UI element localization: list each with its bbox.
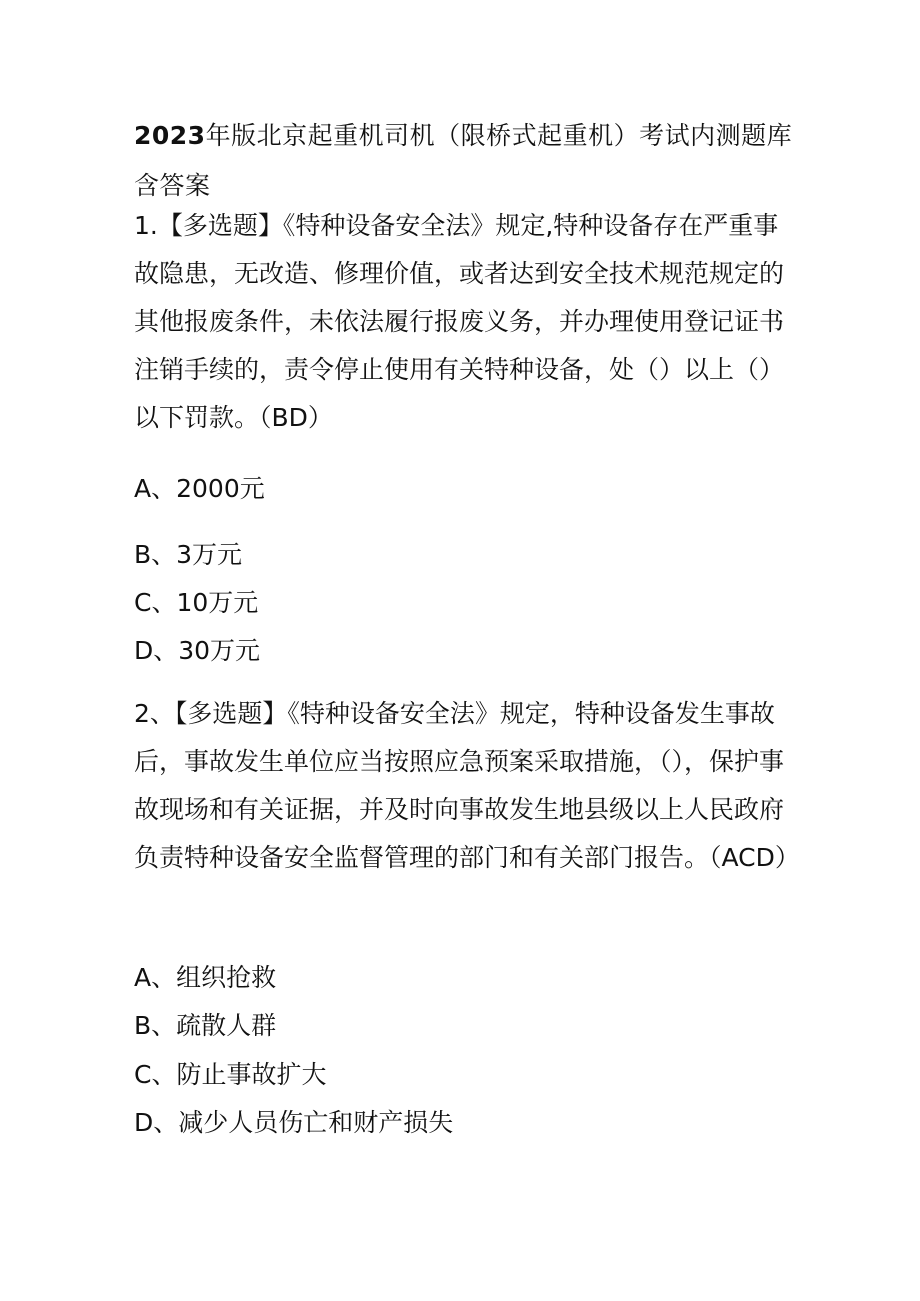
question-2-option-c: C、防止事故扩大 [134, 1060, 327, 1089]
title-text: 年版北京起重机司机（限桥式起重机）考试内测题库含答案 [134, 121, 793, 200]
question-2-option-a: A、组织抢救 [134, 963, 277, 992]
question-1-text: 1.【多选题】《特种设备安全法》规定,特种设备存在严重事故隐患，无改造、修理价值，或者达到安全技术规范规定的其他报废条件，未依法履行报废义务，并办理使用登记证书注销手续的，责令停止使用有关特种设备，处（）以上（）以下罚款。（BD） [134, 211, 785, 432]
question-1-option-c: C、10万元 [134, 588, 259, 617]
question-2-option-d: D、减少人员伤亡和财产损失 [134, 1108, 454, 1137]
question-1-option-b: B、3万元 [134, 540, 243, 569]
title-year: 2023 [134, 121, 206, 150]
question-1-option-d: D、30万元 [134, 636, 261, 665]
question-1-option-a: A、2000元 [134, 474, 265, 503]
document-title [134, 111, 794, 211]
question-2-option-b: B、疏散人群 [134, 1011, 277, 1040]
question-2-text: 2、【多选题】《特种设备安全法》规定，特种设备发生事故后，事故发生单位应当按照应急预案采取措施，（），保护事故现场和有关证据，并及时向事故发生地县级以上人民政府负责特种设备安全监督管理的部门和有关部门报告。（ACD） [134, 699, 800, 872]
